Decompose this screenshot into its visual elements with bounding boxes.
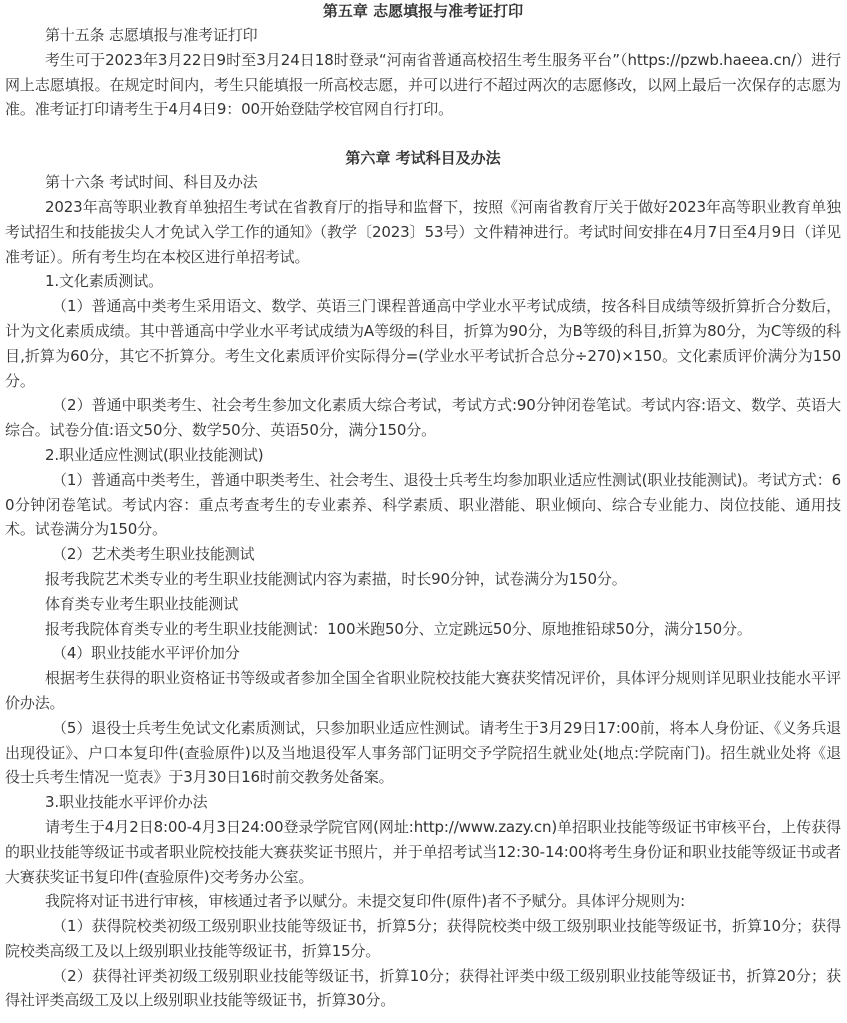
section-1-paragraph-2: （2）普通中职类考生、社会考生参加文化素质大综合考试，考试方式:90分钟闭卷笔试。考试内容:语文、数学、英语大综合。试卷分值:语文50分、数学50分、英语50分，满分150分。 <box>5 396 841 440</box>
section-3-paragraph-4: （2）获得社评类初级工级别职业技能等级证书，折算10分；获得社评类中级工级别职业技能等级证书，折算20分；获得社评类高级工及以上级别职业技能等级证书，折算30分。 <box>5 966 841 1010</box>
section-2-skill-bonus-body: 根据考生获得的职业资格证书等级或者参加全国全省职业院校技能大赛获奖情况评价，具体评分规则详见职业技能水平评价办法。 <box>5 669 841 712</box>
section-1-title: 1.文化素质测试。 <box>45 272 163 291</box>
section-2-veteran-paragraph: （5）退役士兵考生免试文化素质测试，只参加职业适应性测试。请考生于3月29日17:00前，将本人身份证、《义务兵退出现役证》、户口本复印件(查验原件)以及当地退役军人事务部门证明交予学院招生就业处(地点:学院南门)。招生就业处将《退役士兵考生情况一览表》于3月30日16时前交教务处备案。 <box>5 718 841 787</box>
article-16-title: 第十六条 考试时间、科目及办法 <box>45 173 258 192</box>
section-1-paragraph-1: （1）普通高中类考生采用语文、数学、英语三门课程普通高中学业水平考试成绩，按各科目成绩等级折算折合分数后，计为文化素质成绩。其中普通高中学业水平考试成绩为A等级的科目，折算为90分，为B等级的科目,折算为80分，为C等级的科目,折算为60分，其它不折算分。考生文化素质评价实际得分=(学业水平考试折合总分÷270)×150。文化素质评价满分为150分。 <box>5 297 841 390</box>
chapter-6-heading: 第六章 考试科目及办法 <box>345 149 501 168</box>
article-15-title: 第十五条 志愿填报与准考证打印 <box>45 26 258 44</box>
section-3-paragraph-3: （1）获得院校类初级工级别职业技能等级证书，折算5分；获得院校类中级工级别职业技能等级证书，折算10分；获得院校类高级工及以上级别职业技能等级证书，折算15分。 <box>5 917 841 960</box>
section-2-title: 2.职业适应性测试(职业技能测试) <box>45 445 264 464</box>
section-3-title: 3.职业技能水平评价办法 <box>45 793 208 812</box>
section-2-sports-title: 体育类专业考生职业技能测试 <box>45 594 239 613</box>
section-2-paragraph-1: （1）普通高中类考生，普通中职类考生、社会考生、退役士兵考生均参加职业适应性测试(职业技能测试)。考试方式：60分钟闭卷笔试。考试内容：重点考查考生的专业素养、科学素质、职业潜能、职业倾向、综合专业能力、岗位技能、通用技术。试卷满分为150分。 <box>5 470 841 539</box>
section-3-paragraph-2: 我院将对证书进行审核，审核通过者予以赋分。未提交复印件(原件)者不予赋分。具体评分规则为: <box>45 892 686 911</box>
section-2-sports-body: 报考我院体育类专业的考生职业技能测试：100米跑50分、立定跳远50分、原地推铅球50分，满分150分。 <box>45 619 752 638</box>
article-15-body: 考生可于2023年3月22日9时至3月24日18时登录“河南省普通高校招生考生服务平台”（https://pzwb.haeea.cn/）进行网上志愿填报。在规定时间内，考生只能填报一所高校志愿，并可以进行不超过两次的志愿修改，以网上最后一次保存的志愿为准。准考证打印请考生于4月4日9：00开始登陆学校官网自行打印。 <box>5 50 841 119</box>
section-2-skill-bonus-title: （4）职业技能水平评价加分 <box>52 644 240 663</box>
chapter-5-heading: 第五章 志愿填报与准考证打印 <box>322 2 524 20</box>
section-2-art-title: （2）艺术类考生职业技能测试 <box>52 545 255 564</box>
section-3-paragraph-1: 请考生于4月2日8:00-4月3日24:00登录学院官网(网址:http://www.zazy.cn)单招职业技能等级证书审核平台，上传获得的职业技能等级证书或者职业院校技能大赛获奖证书照片，并于单招考试当12:30-14:00将考生身份证和职业技能等级证书或者大赛获奖证书复印件(查验原件)交考务办公室。 <box>5 817 841 886</box>
section-2-art-body: 报考我院艺术类专业的考生职业技能测试内容为素描，时长90分钟，试卷满分为150分。 <box>45 569 627 588</box>
article-16-intro: 2023年高等职业教育单独招生考试在省教育厅的指导和监督下，按照《河南省教育厅关于做好2023年高等职业教育单独考试招生和技能拔尖人才免试入学工作的通知》（教学〔2023〕53号）文件精神进行。考试时间安排在4月7日至4月9日（详见准考证）。所有考生均在本校区进行单招考试。 <box>5 197 841 266</box>
